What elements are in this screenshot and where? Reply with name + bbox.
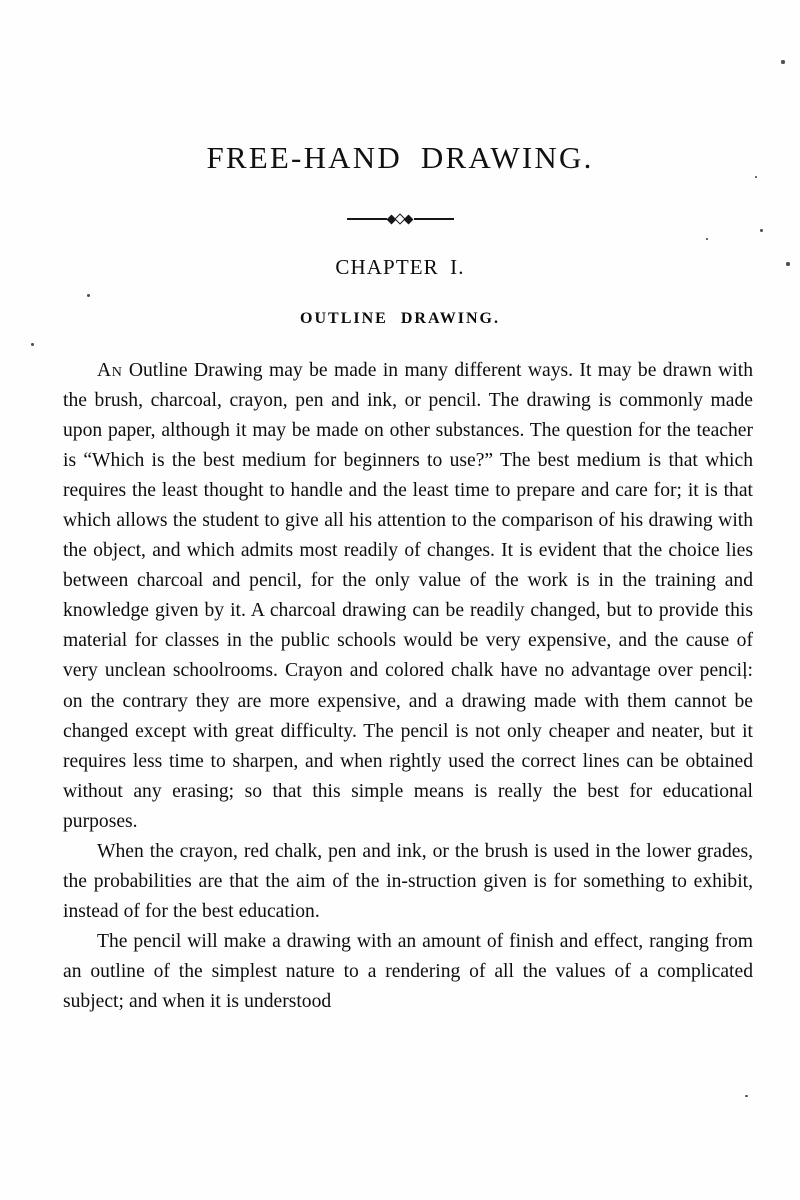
page-title: FREE-HAND DRAWING. xyxy=(206,140,594,175)
scan-speckle xyxy=(87,294,90,297)
ornament-divider xyxy=(0,210,800,228)
ornament-rule-right xyxy=(414,218,454,219)
paragraph-2-text: When the crayon, red chalk, pen and ink, or the brush is used in the lower grades, the probabilities are that the aim of the in-struction given is for something to exhibit, instead of for the best education. xyxy=(63,840,753,922)
scan-speckle xyxy=(760,229,763,232)
scan-speckle xyxy=(745,1095,748,1097)
scan-speckle xyxy=(781,60,785,64)
paragraph-1 xyxy=(63,356,753,837)
ornament-rule-left xyxy=(347,218,387,219)
paragraph-1-lead-smallcaps: An xyxy=(97,360,123,381)
ornament-diamond-right-icon xyxy=(404,214,414,224)
section-heading: OUTLINE DRAWING. xyxy=(300,310,500,327)
paragraph-3-text: The pencil will make a drawing with an amount of finish and effect, ranging from an outline of the simplest nature to a rendering of all the values of a complicated subject; and when it is understood xyxy=(63,930,753,1012)
scan-speckle xyxy=(755,176,757,178)
paragraph-1-text: Outline Drawing may be made in many different ways. It may be drawn with the brush, charcoal, crayon, pen and ink, or pencil. The drawing is commonly made upon paper, although it may be made on other substances. The question for the teacher is “Which is the best medium for beginners to use?” The best medium is that which requires the least thought to handle and the least time to prepare and care for; it is that which allows the student to give all his attention to the comparison of his drawing with the object, and which admits most readily of changes. It is evident that the choice lies between charcoal and pencil, for the only value of the work is in the training and knowledge given by it. A charcoal drawing can be readily changed, but to provide this material for classes in the public schools would be very expensive, and the cause of very unclean schoolrooms. Crayon and colored chalk have no advantage over pencil: on the contrary they are more expensive, and a drawing made with them cannot be changed except with great difficulty. The pencil is not only cheaper and neater, but it requires less time to sharpen, and when rightly used the correct lines can be obtained without any erasing; so that this simple means is really the best for educational purposes. xyxy=(63,360,753,832)
body-text-block xyxy=(63,356,753,1019)
paragraph-2 xyxy=(63,837,753,927)
scan-speckle xyxy=(706,238,708,240)
scan-speckle xyxy=(31,343,34,346)
paragraph-3 xyxy=(63,927,753,1019)
chapter-label: CHAPTER I. xyxy=(335,255,465,279)
